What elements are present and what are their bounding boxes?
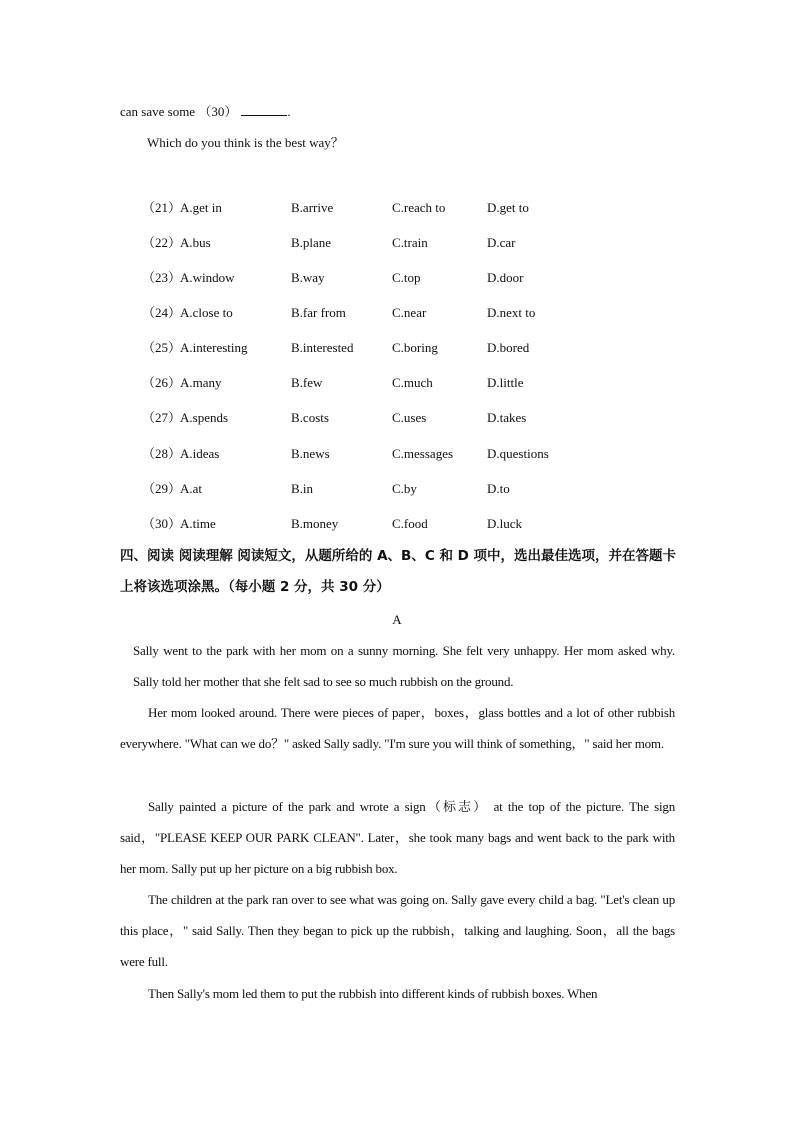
passage-paragraph-2: Her mom looked around. There were pieces of paper，boxes，glass bottles and a lot of other rubbish everywhere. "What can we do？" asked Sally sadly. "I'm sure you will think of something，" said her mom. <box>120 705 675 751</box>
option-d: D.door <box>487 270 524 285</box>
option-number: （25） <box>142 340 182 355</box>
option-d: D.little <box>487 375 524 390</box>
passage-label: A <box>392 612 402 627</box>
option-d: D.questions <box>487 446 549 461</box>
option-c: C.by <box>392 481 417 496</box>
option-row <box>0 339 794 357</box>
passage-paragraph-3: Sally painted a picture of the park and wrote a sign（标志） at the top of the picture. The sign said，"PLEASE KEEP OUR PARK CLEAN". Later，she took many bags and went back to the park with her mom. Sally put up her picture on a big rubbish box. <box>120 799 675 876</box>
option-a: A.window <box>180 270 235 285</box>
option-d: D.bored <box>487 340 530 355</box>
option-d: D.takes <box>487 410 527 425</box>
passage-paragraph-4: The children at the park ran over to see what was going on. Sally gave every child a bag. "Let's clean up this place，" said Sally. Then they began to pick up the rubbish，talking and laughing. Soon，all the bags were full. <box>120 892 675 969</box>
option-a: A.get in <box>180 200 222 215</box>
option-b: B.far from <box>291 305 346 320</box>
option-number: （28） <box>142 446 182 461</box>
option-row <box>0 374 794 392</box>
option-c: C.boring <box>392 340 438 355</box>
option-row <box>0 409 794 427</box>
option-d: D.get to <box>487 200 529 215</box>
option-d: D.car <box>487 235 516 250</box>
option-row <box>0 445 794 463</box>
question-30-text: can save some （30） <box>120 104 238 119</box>
option-c: C.reach to <box>392 200 446 215</box>
option-a: A.at <box>180 481 203 496</box>
option-row <box>0 480 794 498</box>
option-row <box>0 515 794 533</box>
option-number: （23） <box>142 270 182 285</box>
option-b: B.plane <box>291 235 332 250</box>
option-a: A.close to <box>180 305 233 320</box>
option-a: A.spends <box>180 410 229 425</box>
option-b: B.interested <box>291 340 354 355</box>
option-b: B.costs <box>291 410 329 425</box>
section-heading: 四、阅读 阅读理解 阅读短文，从题所给的 A、B、C 和 D 项中，选出最佳选项，并在答题卡上将该选项涂黑。（每小题 2 分，共 30 分） <box>120 548 677 595</box>
option-b: B.news <box>291 446 330 461</box>
option-number: （30） <box>142 516 182 531</box>
option-number: （21） <box>142 200 182 215</box>
option-row <box>0 269 794 287</box>
question-30-line <box>120 103 291 121</box>
option-c: C.near <box>392 305 427 320</box>
option-a: A.bus <box>180 235 211 250</box>
option-a: A.interesting <box>180 340 248 355</box>
question-prompt: Which do you think is the best way？ <box>147 135 344 150</box>
option-b: B.in <box>291 481 314 496</box>
option-c: C.train <box>392 235 428 250</box>
option-b: B.arrive <box>291 200 334 215</box>
option-d: D.next to <box>487 305 536 320</box>
option-a: A.time <box>180 516 216 531</box>
question-30-end: . <box>287 104 291 119</box>
option-row <box>0 199 794 217</box>
option-number: （24） <box>142 305 182 320</box>
option-number: （22） <box>142 235 182 250</box>
option-a: A.many <box>180 375 222 390</box>
option-c: C.much <box>392 375 433 390</box>
option-c: C.top <box>392 270 421 285</box>
option-b: B.money <box>291 516 339 531</box>
option-number: （26） <box>142 375 182 390</box>
option-number: （29） <box>142 481 182 496</box>
option-d: D.to <box>487 481 510 496</box>
option-c: C.messages <box>392 446 454 461</box>
answer-blank <box>241 103 287 116</box>
option-c: C.food <box>392 516 428 531</box>
option-row <box>0 304 794 322</box>
option-row <box>0 234 794 252</box>
option-d: D.luck <box>487 516 523 531</box>
option-a: A.ideas <box>180 446 220 461</box>
option-b: B.few <box>291 375 323 390</box>
passage-paragraph-5: Then Sally's mom led them to put the rubbish into different kinds of rubbish boxes. When <box>148 986 598 1001</box>
option-b: B.way <box>291 270 325 285</box>
option-c: C.uses <box>392 410 427 425</box>
passage-paragraph-1: Sally went to the park with her mom on a sunny morning. She felt very unhappy. Her mom asked why. Sally told her mother that she felt sad to see so much rubbish on the ground. <box>133 643 675 689</box>
option-number: （27） <box>142 410 182 425</box>
